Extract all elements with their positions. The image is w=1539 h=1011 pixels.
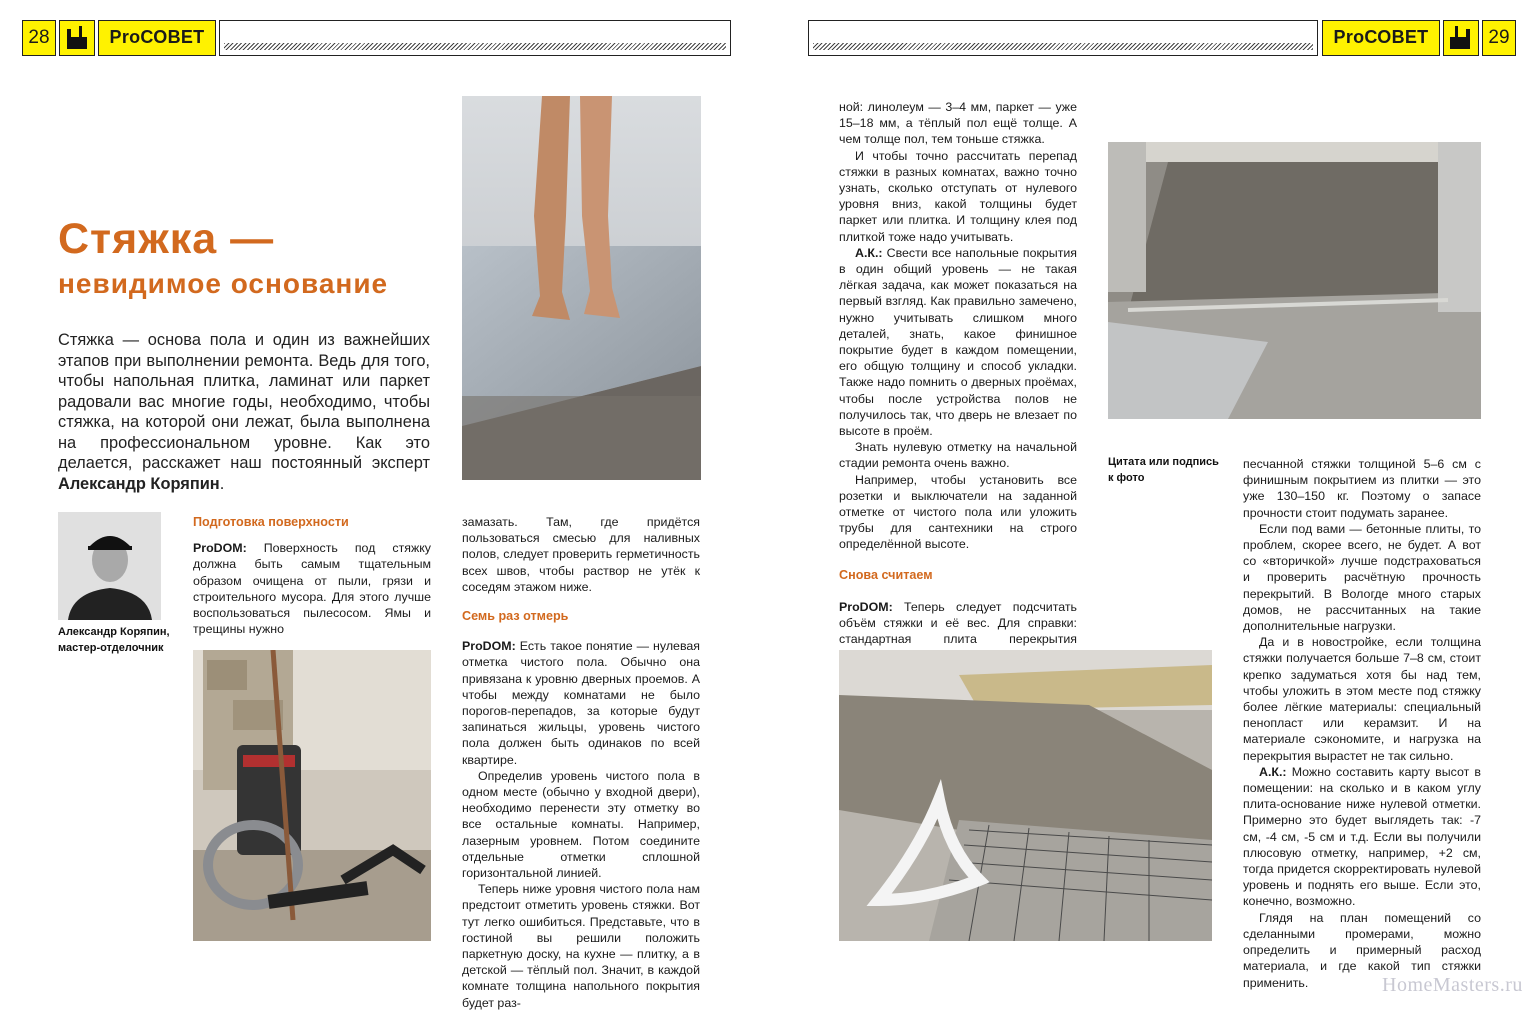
brand-label-left: ProСОВЕТ bbox=[98, 20, 216, 56]
section-heading-calculate: Снова считаем bbox=[839, 567, 933, 582]
header-bar-left bbox=[219, 20, 731, 56]
paragraph: песчанной стяжки толщиной 5–6 см с финишным покрытием из плитки — это уже 130–150 кг. Поэтому о запасе прочности стоит подумать заранее. bbox=[1243, 457, 1481, 520]
screed-room-photo bbox=[1108, 142, 1481, 419]
paragraph: Знать нулевую отметку на начальной стадии ремонта очень важно. bbox=[839, 440, 1077, 471]
ak-label: А.К.: bbox=[855, 245, 883, 260]
page-number-right: 29 bbox=[1482, 20, 1516, 56]
header-bar-right bbox=[808, 20, 1318, 56]
photo-caption bbox=[1108, 454, 1238, 486]
article-title: Стяжка — bbox=[58, 215, 275, 263]
factory-icon bbox=[59, 20, 95, 56]
photo-caption-line1: Цитата или подпись bbox=[1108, 456, 1219, 468]
page-number-left: 28 bbox=[22, 20, 56, 56]
expert-name: Александр Коряпин, bbox=[58, 626, 170, 638]
paragraph: Теперь ниже уровня чистого пола нам предстоит отметить уровень стяжки. Вот тут легко ошибиться. Представьте, что в гостиной вы решили положить паркетную доску, на кухне — плитку, а в детской — тёплый пол. Значит, в каждой комнате толщина напольного покрытия будет раз- bbox=[462, 882, 700, 1010]
prodom-label: ProDOM: bbox=[462, 639, 516, 654]
section-heading-surface-prep: Подготовка поверхности bbox=[193, 515, 349, 529]
lead-expert-name: Александр Коряпин bbox=[58, 474, 220, 493]
expert-caption bbox=[58, 624, 188, 656]
photo-caption-line2: к фото bbox=[1108, 472, 1145, 484]
paragraph: И чтобы точно рассчитать перепад стяжки в разных комнатах, важно точно узнать, сколько отступать от нулевого уровня вниз, какой толщины будет паркет или плитка. И толщину клея под плиткой тоже надо учитывать. bbox=[839, 148, 1077, 244]
column-4 bbox=[1243, 456, 1481, 991]
prodom-label: ProDOM: bbox=[839, 599, 893, 614]
lead-end: . bbox=[219, 474, 225, 493]
factory-icon bbox=[1443, 20, 1479, 56]
article-subtitle: невидимое основание bbox=[58, 268, 389, 299]
column-1 bbox=[193, 514, 431, 637]
watermark: HomeMasters.ru bbox=[1382, 974, 1523, 996]
expert-portrait-photo bbox=[58, 512, 161, 620]
paragraph: Глядя на план помещений со сделанными промерами, можно определить и примерный расход материала, и где какой тип стяжки применить. bbox=[1243, 910, 1481, 990]
paragraph: Поверхность под стяжку должна быть самым тщательным образом очищена от пыли, грязи и строительного мусора. Для этого лучше воспользоваться пылесосом. Ямы и трещины нужно bbox=[193, 541, 431, 637]
lead-text: Стяжка — основа пола и один из важнейших этапов при выполнении ремонта. Ведь для того, чтобы напольная плитка, ламинат или паркет радовали вас многие годы, необходимо, чтобы стяжка, на которой они лежат, была выполнена на профессиональном уровне. Как это делается, расскажет наш постоянный эксперт bbox=[58, 331, 430, 472]
expert-role: мастер-отделочник bbox=[58, 642, 164, 654]
paragraph: Если под вами — бетонные плиты, то проблем, скорее всего, не будет. А вот со «вторичкой» лучше подстраховаться и проверить расчётную прочность перекрытий. В Вологде много старых домов, не рассчитанных на такие дополнительные нагрузки. bbox=[1243, 521, 1481, 634]
screed-mesh-photo bbox=[839, 650, 1212, 941]
paragraph: Есть такое понятие — нулевая отметка чистого пола. Обычно она привязана к уровню дверных проемов. А чтобы между комнатами не было порогов-перепадов, за которые будут запинаться жильцы, уровень чистого пола должен быть одинаков по всей квартире. bbox=[462, 639, 700, 767]
paragraph: замазать. Там, где придётся пользоваться смесью для наливных полов, следует проверить герметичность всех швов, чтобы раствор не утёк к соседям этажом ниже. bbox=[462, 515, 700, 594]
paragraph: Теперь следует подсчитать объём стяжки и её вес. Для справки: стандартная плита перекрытия bbox=[839, 599, 1077, 647]
brand-label-right: ProСОВЕТ bbox=[1322, 20, 1440, 56]
paragraph: Свести все напольные покрытия в один общий уровень — не такая лёгкая задача, как может показаться на первый взгляд. Как правильно замечено, нужно учитывать слишком много деталей, знать, какое финишное покрытие будет в каждом помещении, его общую толщину и способ укладки. Также надо помнить о дверных проёмах, чтобы после устройства полов не получилось так, что дверь не влезает по высоте в проём. bbox=[839, 245, 1077, 439]
prodom-label: ProDOM: bbox=[193, 541, 247, 556]
column-3 bbox=[839, 99, 1077, 696]
section-heading-measure: Семь раз отмерь bbox=[462, 609, 569, 624]
vacuum-cleaner-photo bbox=[193, 650, 431, 941]
article-lead bbox=[58, 330, 430, 494]
column-2 bbox=[462, 514, 700, 1011]
paragraph: Например, чтобы установить все розетки и выключатели на заданной отметке от чистого пола или уложить трубы для сантехники на строго определённой высоте. bbox=[839, 472, 1077, 552]
paragraph: Да и в новостройке, если толщина стяжки получается больше 7–8 см, стоит крепко задуматься хотя бы над тем, чтобы уложить в этом месте под стяжку более лёгкие материалы: специальный пенопласт или керамзит. И на материале сэкономите, и нагрузка на перекрытия вырастет не так сильно. bbox=[1243, 635, 1481, 763]
paragraph: ной: линолеум — 3–4 мм, паркет — уже 15–18 мм, а тёплый пол ещё толще. А чем толще пол, тем тоньше стяжка. bbox=[839, 100, 1077, 147]
ak-label: А.К.: bbox=[1259, 764, 1287, 779]
paragraph: Можно составить карту высот в помещении: на сколько и в каком углу плита-основание ниже нулевой отметки. Примерно это будет выглядеть так: -7 см, -4 см, -5 см и т.д. Если вы получили плюсовую отметку, например, +2 см, тогда придется скорректировать нулевой уровень и поднять его выше. Если это, конечно, возможно. bbox=[1243, 764, 1481, 909]
feet-on-floor-photo bbox=[462, 96, 701, 480]
paragraph: Определив уровень чистого пола в одном месте (обычно у входной двери), необходимо перенести эту отметку во все остальные комнаты. Например, лазерным уровнем. Потом соедините отдельные отметки сплошной горизонтальной линией. bbox=[462, 768, 700, 881]
